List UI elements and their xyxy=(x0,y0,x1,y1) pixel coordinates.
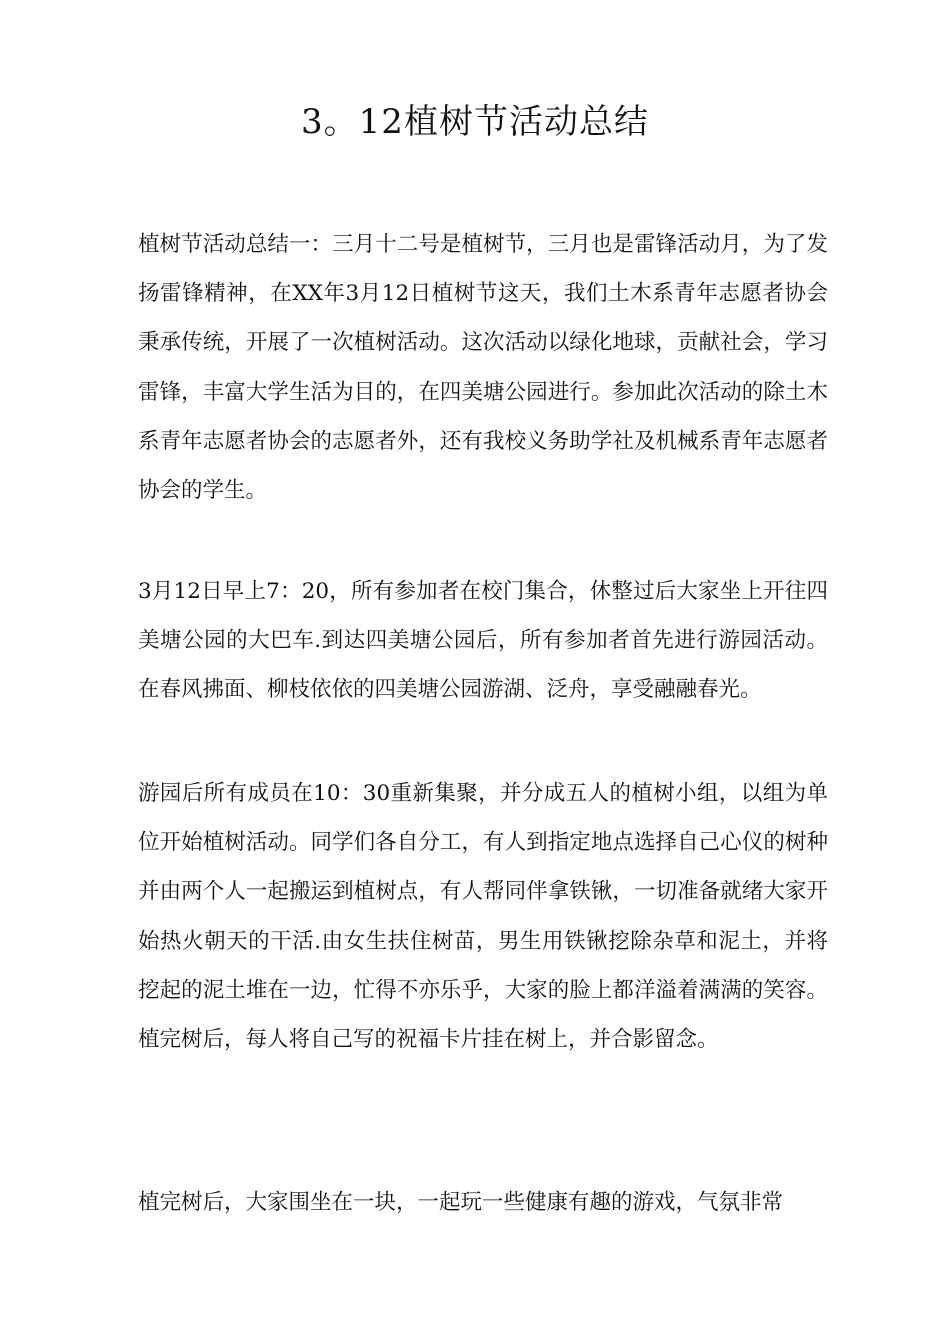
paragraph-planting-activity: 游园后所有成员在10：30重新集聚，并分成五人的植树小组，以组为单位开始植树活动。同学们各自分工，有人到指定地点选择自己心仪的树种并由两个人一起搬运到植树点，有人帮同伴拿铁锹，一切准备就绪大家开始热火朝天的干活.由女生扶住树苗，男生用铁锹挖除杂草和泥土，并将挖起的泥土堆在一边，忙得不亦乐乎，大家的脸上都洋溢着满满的笑容。植完树后，每人将自己写的祝福卡片挂在树上，并合影留念。 xyxy=(138,781,828,1053)
document-title: 3。12植树节活动总结 xyxy=(301,102,649,142)
paragraph-games: 植完树后，大家围坐在一块，一起玩一些健康有趣的游戏，气氛非常 xyxy=(138,1190,784,1215)
paragraph-intro: 植树节活动总结一：三月十二号是植树节，三月也是雷锋活动月，为了发扬雷锋精神，在XX年3月12日植树节这天，我们土木系青年志愿者协会秉承传统，开展了一次植树活动。这次活动以绿化地球，贡献社会，学习雷锋，丰富大学生活为目的，在四美塘公园进行。参加此次活动的除土木系青年志愿者协会的志愿者外，还有我校义务助学社及机械系青年志愿者协会的学生。 xyxy=(138,232,828,504)
paragraph-morning-gathering: 3月12日早上7：20，所有参加者在校门集合，休整过后大家坐上开往四美塘公园的大巴车.到达四美塘公园后，所有参加者首先进行游园活动。在春风拂面、柳枝依依的四美塘公园游湖、泛舟，享受融融春光。 xyxy=(138,579,828,703)
